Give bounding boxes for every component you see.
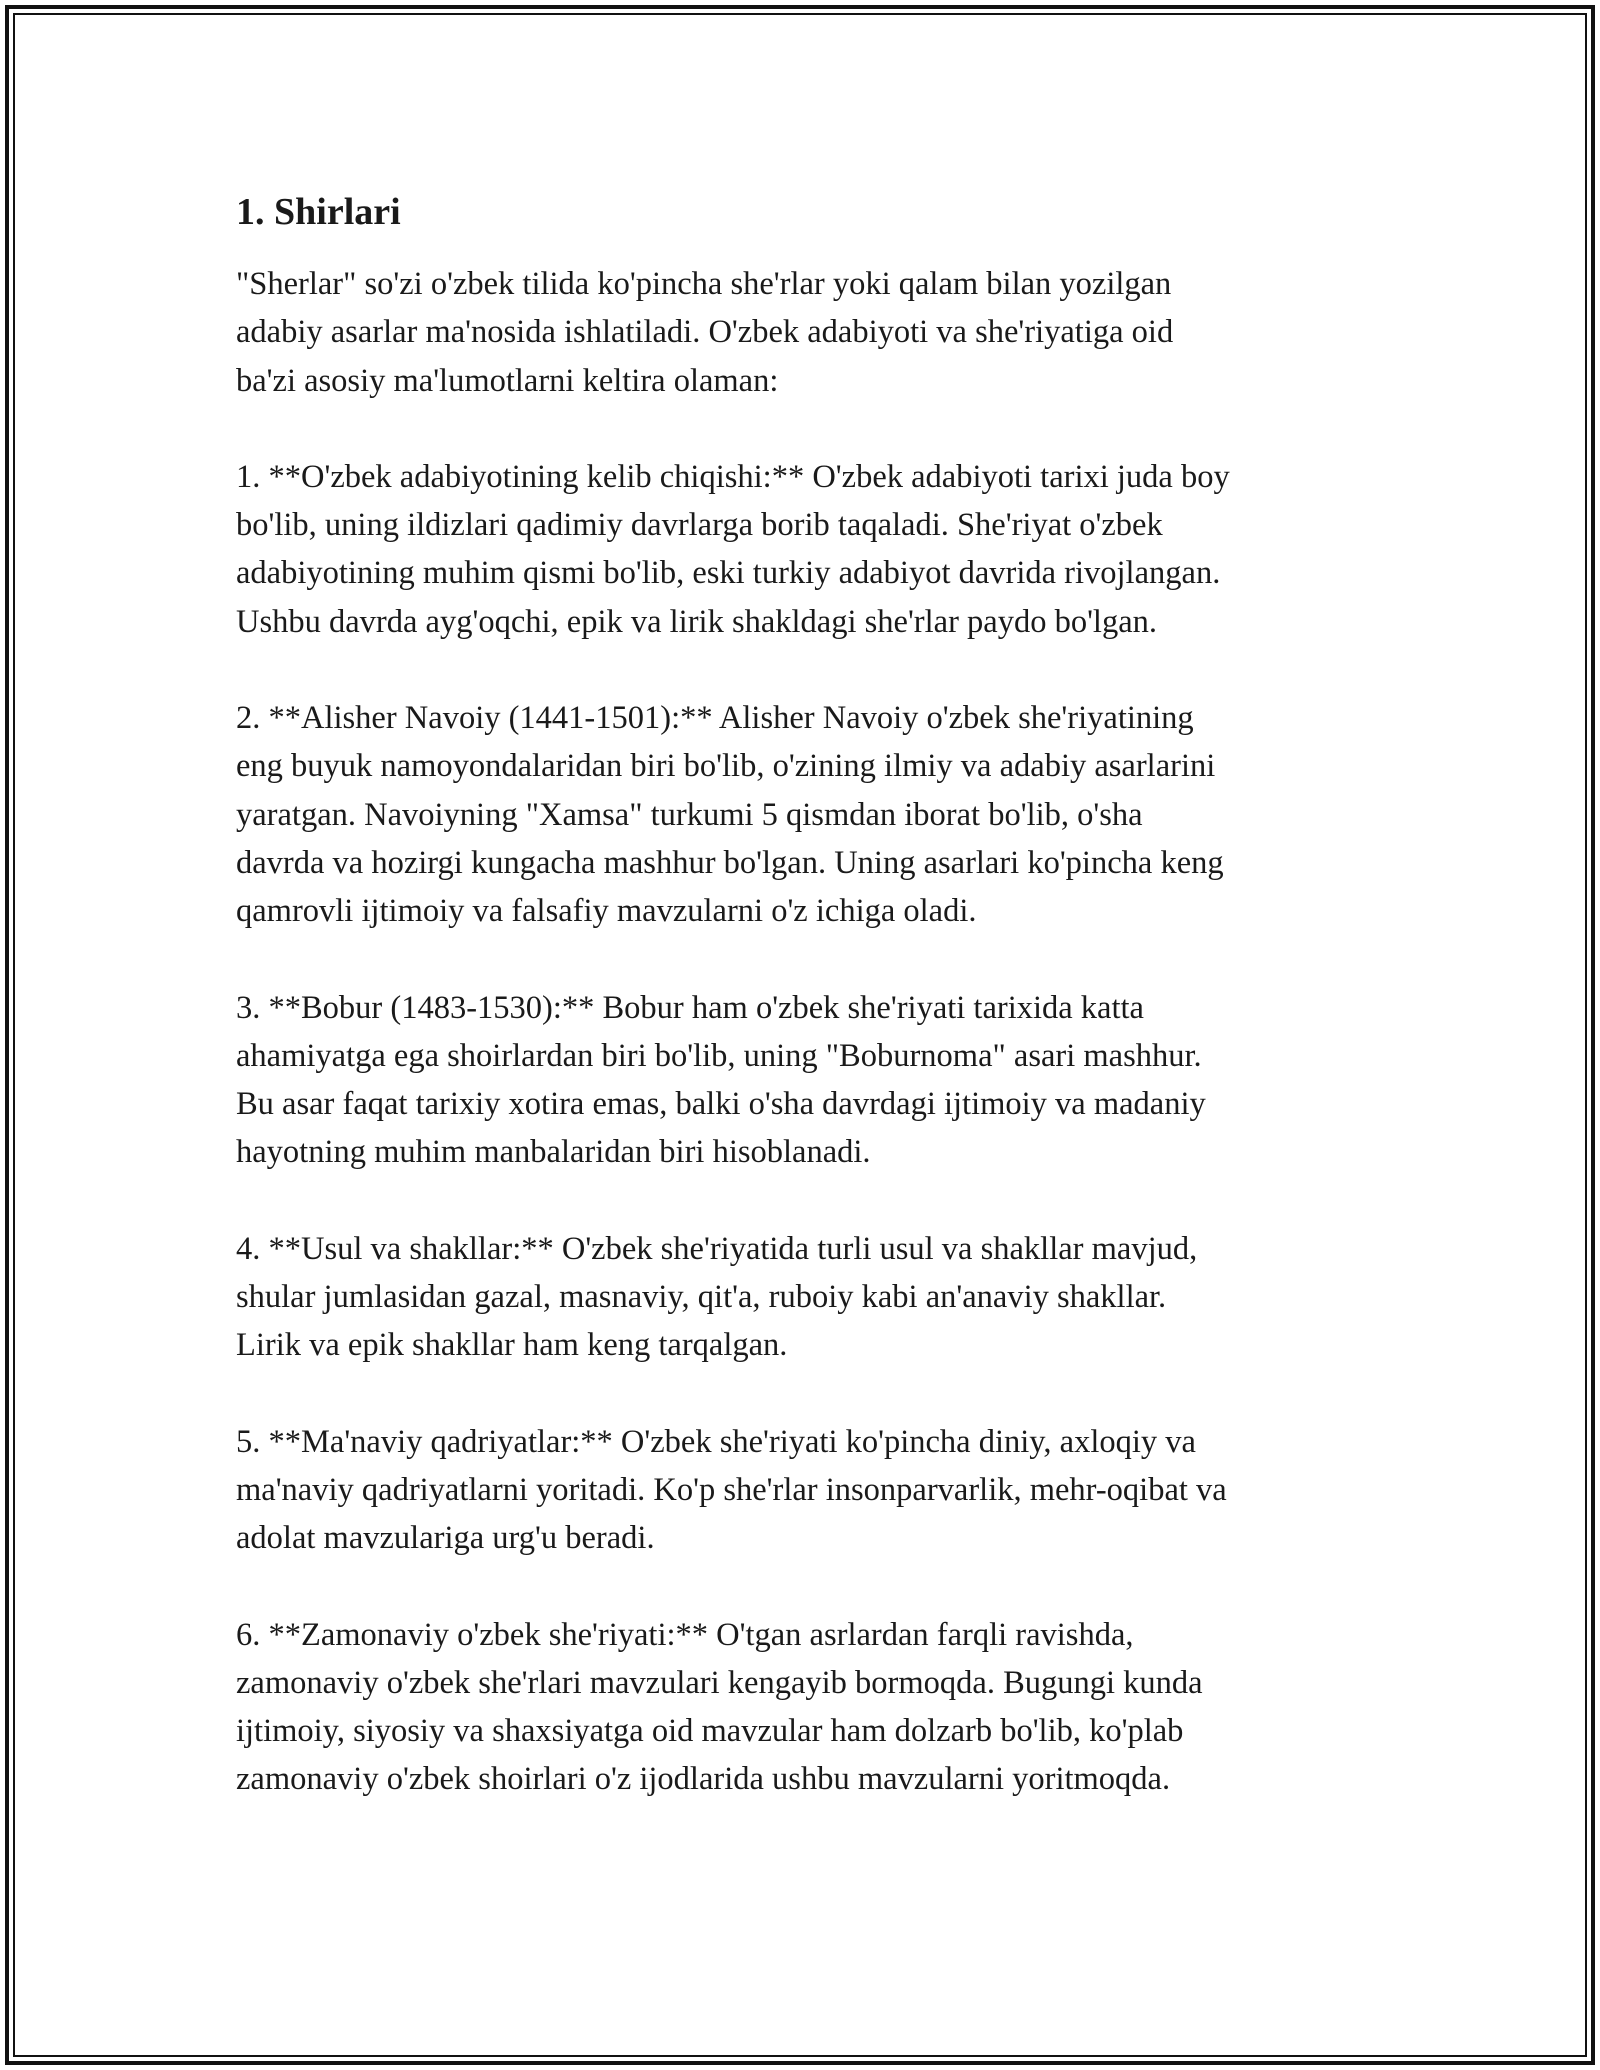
list-item-navoiy: 2. **Alisher Navoiy (1441-1501):** Alisher Navoiy o'zbek she'riyatining eng buyuk namoyondalaridan biri bo'lib, o'zining ilmiy va adabiy asarlarini yaratgan. Navoiyning "Xamsa" turkumi 5 qismdan iborat bo'lib, o'sha davrda va hozirgi kungacha mashhur bo'lgan. Uning asarlari ko'pincha keng qamrovli ijtimoiy va falsafiy mavzularni o'z ichiga oladi. xyxy=(236,700,1224,930)
list-item-modern: 6. **Zamonaviy o'zbek she'riyati:** O'tgan asrlardan farqli ravishda, zamonaviy o'zbek she'rlari mavzulari kengayib bormoqda. Bugungi kunda ijtimoiy, siyosiy va shaxsiyatga oid mavzular ham dolzarb bo'lib, ko'plab zamonaviy o'zbek shoirlari o'z ijodlarida ushbu mavzularni yoritmoqda. xyxy=(236,1616,1203,1798)
list-item-bobur: 3. **Bobur (1483-1530):** Bobur ham o'zbek she'riyati tarixida katta ahamiyatga ega shoirlardan biri bo'lib, uning "Boburnoma" asari mashhur. Bu asar faqat tarixiy xotira emas, balki o'sha davrdagi ijtimoiy va madaniy hayotning muhim manbalaridan biri hisoblanadi. xyxy=(236,989,1206,1171)
list-item-values: 5. **Ma'naviy qadriyatlar:** O'zbek she'riyati ko'pincha diniy, axloqiy va ma'naviy qadriyatlarni yoritadi. Ko'p she'rlar insonparvarlik, mehr-oqibat va adolat mavzulariga urg'u beradi. xyxy=(236,1423,1227,1557)
document-body xyxy=(236,186,1366,1804)
document-title: 1. Shirlari xyxy=(236,191,401,233)
intro-paragraph: "Sherlar" so'zi o'zbek tilida ko'pincha she'rlar yoki qalam bilan yozilgan adabiy asarlar ma'nosida ishlatiladi. O'zbek adabiyoti va she'riyatiga oid ba'zi asosiy ma'lumotlarni keltira olaman: xyxy=(236,266,1174,399)
list-item-forms: 4. **Usul va shakllar:** O'zbek she'riyatida turli usul va shakllar mavjud, shular jumlasidan gazal, masnaviy, qit'a, ruboiy kabi an'anaviy shakllar. Lirik va epik shakllar ham keng tarqalgan. xyxy=(236,1230,1198,1364)
list-item-origins: 1. **O'zbek adabiyotining kelib chiqishi:** O'zbek adabiyoti tarixi juda boy bo'lib, uning ildizlari qadimiy davrlarga borib taqaladi. She'riyat o'zbek adabiyotining muhim qismi bo'lib, eski turkiy adabiyot davrida rivojlangan. Ushbu davrda ayg'oqchi, epik va lirik shakldagi she'rlar paydo bo'lgan. xyxy=(236,458,1230,640)
